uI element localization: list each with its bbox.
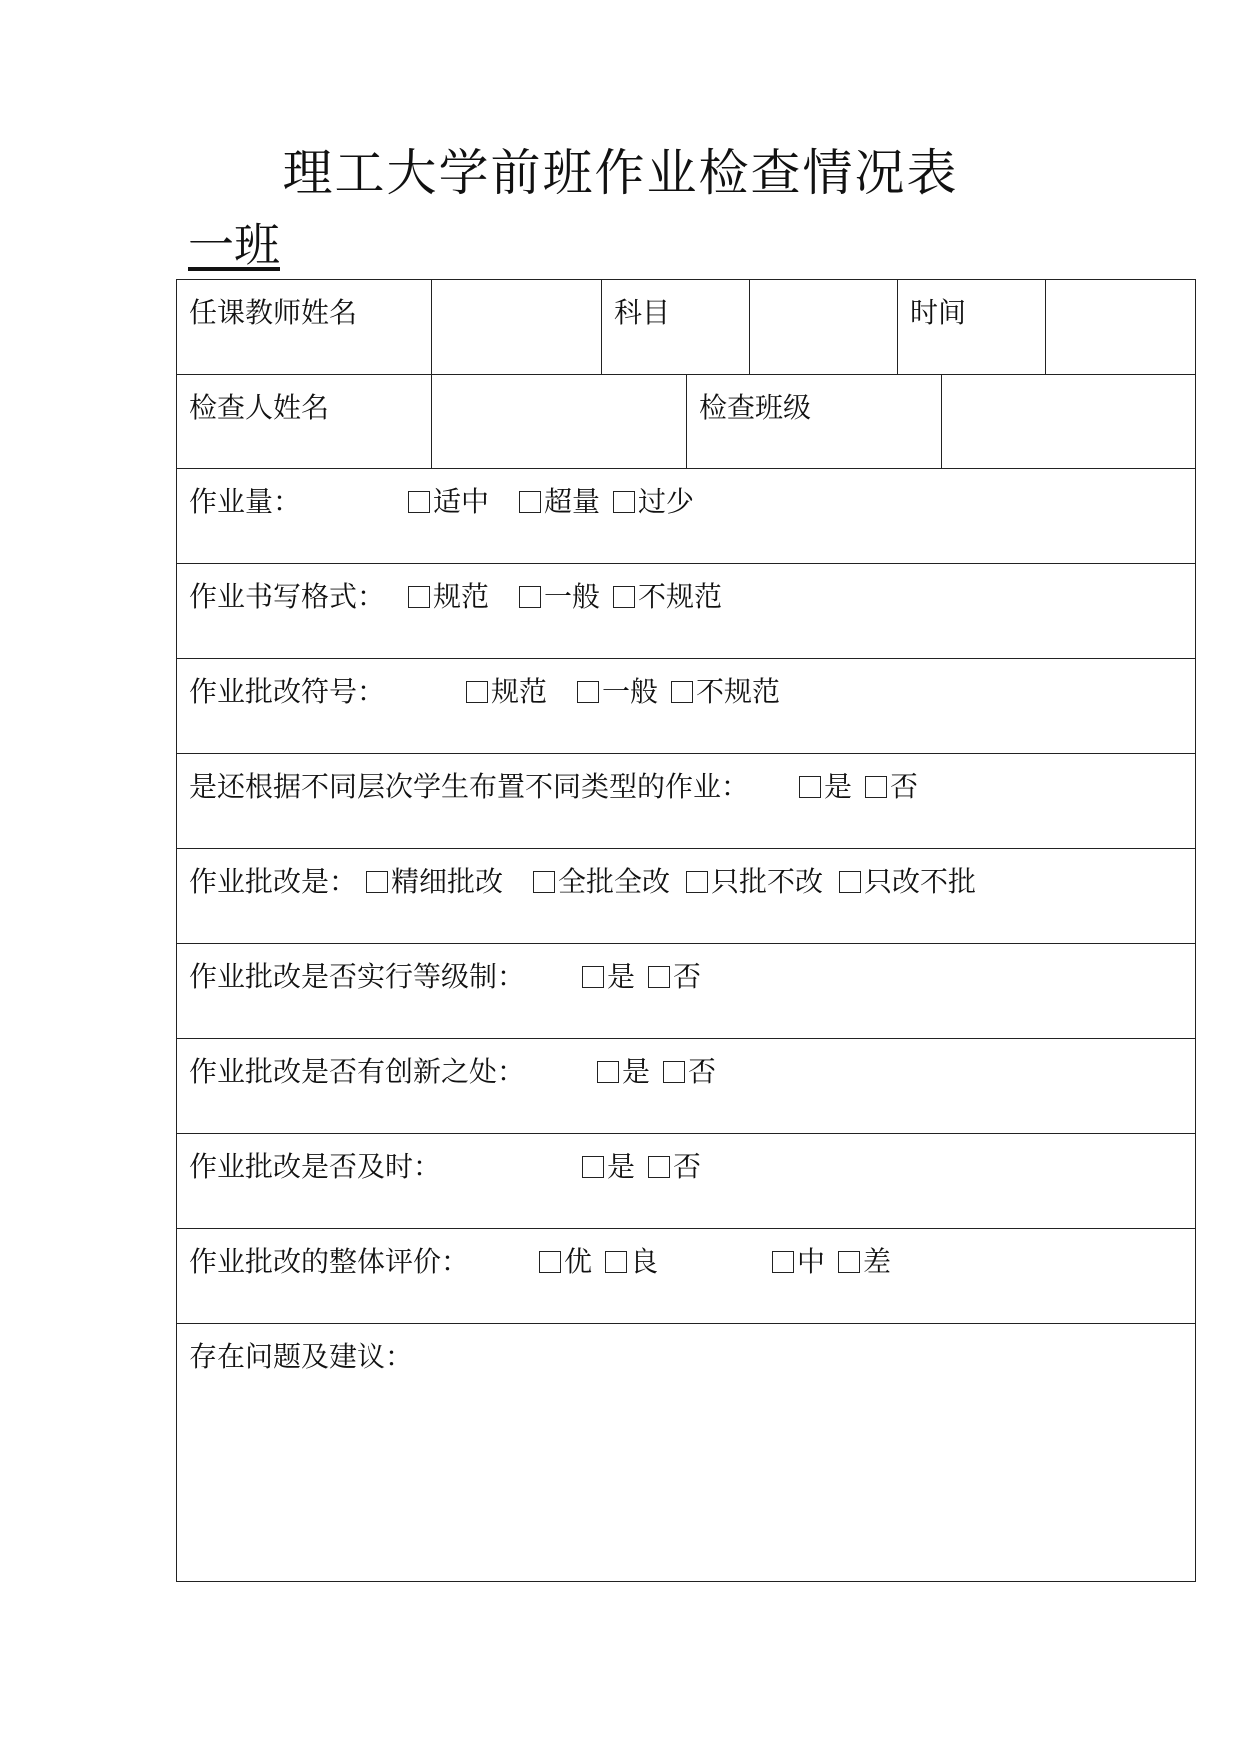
form-title: 理工大学前班作业检查情况表 [282,144,959,202]
checkbox-icon[interactable] [671,681,693,703]
inspected-class-input-cell[interactable] [941,375,1195,468]
checkbox-icon[interactable] [648,966,670,988]
subject-label-cell [601,280,750,374]
option-fair[interactable]: 中 [772,1245,825,1279]
option-yes[interactable]: 是 [799,770,852,804]
inspector-input-cell[interactable] [431,375,687,468]
checkbox-icon[interactable] [539,1251,561,1273]
option-standard[interactable]: 规范 [408,580,489,614]
checkbox-icon[interactable] [613,586,635,608]
option-no[interactable]: 否 [648,1150,701,1184]
option-no[interactable]: 否 [663,1055,716,1089]
option-excessive[interactable]: 超量 [519,485,600,519]
option-yes[interactable]: 是 [582,1150,635,1184]
item-label: 作业书写格式： [189,580,386,613]
option-yes[interactable]: 是 [597,1055,650,1089]
checkbox-icon[interactable] [648,1156,670,1178]
item-row-grading-symbols [177,659,1195,754]
option-poor[interactable]: 差 [838,1245,891,1279]
item-row-grade-levels [177,944,1195,1039]
suggestions-area[interactable] [177,1324,1195,1581]
item-label: 作业量： [189,485,302,518]
inspected-class-label-cell [686,375,942,468]
item-label: 作业批改是： [189,865,358,898]
option-mark-only[interactable]: 只批不改 [686,865,823,899]
checkbox-icon[interactable] [519,491,541,513]
time-input-cell[interactable] [1045,280,1195,374]
option-good[interactable]: 良 [605,1245,658,1279]
item-label: 作业批改是否有创新之处： [189,1055,526,1088]
item-label: 作业批改是否实行等级制： [189,960,526,993]
checkbox-icon[interactable] [582,1156,604,1178]
option-moderate[interactable]: 适中 [408,485,489,519]
option-standard[interactable]: 规范 [466,675,547,709]
item-row-workload [177,469,1195,564]
item-label: 是还根据不同层次学生布置不同类型的作业： [189,770,750,803]
inspection-form-table [176,279,1196,1582]
checkbox-icon[interactable] [466,681,488,703]
item-label: 作业批改是否及时： [189,1150,442,1183]
checkbox-icon[interactable] [772,1251,794,1273]
teacher-input-cell[interactable] [431,280,602,374]
inspector-label: 检查人姓名 [189,391,330,424]
option-average[interactable]: 一般 [577,675,658,709]
checkbox-icon[interactable] [597,1061,619,1083]
inspected-class-label: 检查班级 [699,391,812,424]
option-nonstandard[interactable]: 不规范 [613,580,722,614]
suggestions-label: 存在问题及建议： [189,1340,414,1373]
checkbox-icon[interactable] [577,681,599,703]
checkbox-icon[interactable] [366,871,388,893]
checkbox-icon[interactable] [838,1251,860,1273]
checkbox-icon[interactable] [533,871,555,893]
option-no[interactable]: 否 [865,770,918,804]
option-detailed[interactable]: 精细批改 [366,865,503,899]
time-label: 时间 [910,296,967,329]
option-too-little[interactable]: 过少 [613,485,694,519]
option-no[interactable]: 否 [648,960,701,994]
teacher-label: 任课教师姓名 [189,296,358,329]
item-row-innovation [177,1039,1195,1134]
checkbox-icon[interactable] [686,871,708,893]
checkbox-icon[interactable] [408,586,430,608]
item-label: 作业批改符号： [189,675,386,708]
option-average[interactable]: 一般 [519,580,600,614]
option-full[interactable]: 全批全改 [533,865,670,899]
item-row-grading-method [177,849,1195,944]
item-row-overall-evaluation [177,1229,1195,1324]
checkbox-icon[interactable] [865,776,887,798]
time-label-cell [897,280,1046,374]
option-excellent[interactable]: 优 [539,1245,592,1279]
checkbox-icon[interactable] [408,491,430,513]
checkbox-icon[interactable] [582,966,604,988]
item-label: 作业批改的整体评价： [189,1245,470,1278]
inspector-label-cell [177,375,431,468]
checkbox-icon[interactable] [839,871,861,893]
teacher-label-cell [177,280,431,374]
item-row-writing-format [177,564,1195,659]
option-correct-only[interactable]: 只改不批 [839,865,976,899]
subject-input-cell[interactable] [749,280,898,374]
checkbox-icon[interactable] [799,776,821,798]
checkbox-icon[interactable] [605,1251,627,1273]
checkbox-icon[interactable] [519,586,541,608]
class-label: 一班 [188,218,280,272]
checkbox-icon[interactable] [663,1061,685,1083]
checkbox-icon[interactable] [613,491,635,513]
option-yes[interactable]: 是 [582,960,635,994]
item-row-differentiated [177,754,1195,849]
header-row-inspector [177,375,1195,469]
item-row-timeliness [177,1134,1195,1229]
option-nonstandard[interactable]: 不规范 [671,675,780,709]
subject-label: 科目 [614,296,671,329]
header-row-teacher [177,280,1195,375]
